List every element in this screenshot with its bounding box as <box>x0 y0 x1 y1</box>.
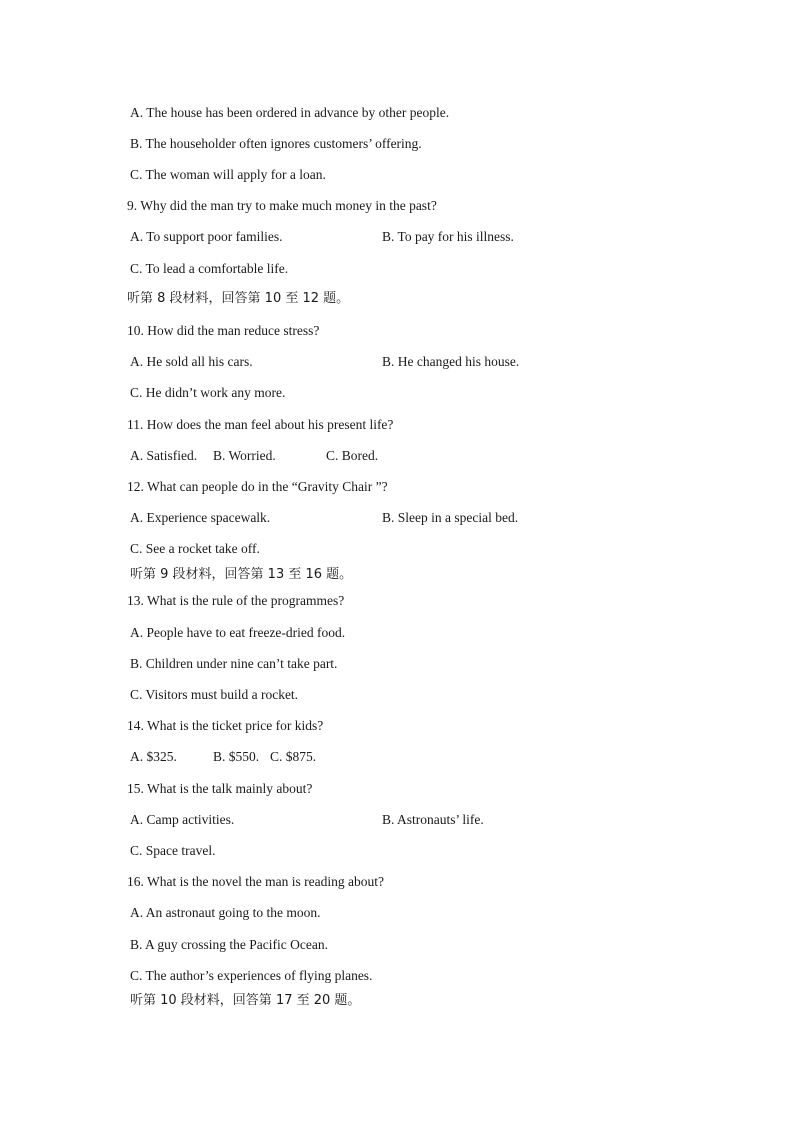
q12-question: 12. What can people do in the “Gravity Chair ”? <box>127 479 388 494</box>
q8-option-b: B. The householder often ignores customers’ offering. <box>130 136 422 151</box>
q8-option-a: A. The house has been ordered in advance by other people. <box>130 105 450 120</box>
q15-question: 15. What is the talk mainly about? <box>127 781 313 796</box>
q9-option-b: B. To pay for his illness. <box>382 229 514 244</box>
q16-option-a: A. An astronaut going to the moon. <box>130 905 321 920</box>
q15-option-a: A. Camp activities. <box>130 812 235 827</box>
q13-option-b: B. Children under nine can’t take part. <box>130 656 338 671</box>
q10-question: 10. How did the man reduce stress? <box>127 323 320 338</box>
section-8-heading: 听第 8 段材料，回答第 10 至 12 题。 <box>127 291 350 306</box>
section-9-heading: 听第 9 段材料，回答第 13 至 16 题。 <box>130 567 353 582</box>
q10-option-c: C. He didn’t work any more. <box>130 385 286 400</box>
q16-option-b: B. A guy crossing the Pacific Ocean. <box>130 937 328 952</box>
q11-question: 11. How does the man feel about his present life? <box>127 417 394 432</box>
q14-question: 14. What is the ticket price for kids? <box>127 718 324 733</box>
q12-option-c: C. See a rocket take off. <box>130 541 260 556</box>
q13-question: 13. What is the rule of the programmes? <box>127 593 345 608</box>
q9-option-c: C. To lead a comfortable life. <box>130 261 289 276</box>
q14-option-b: B. $550. <box>213 749 260 764</box>
q12-option-b: B. Sleep in a special bed. <box>382 510 519 525</box>
q13-option-a: A. People have to eat freeze-dried food. <box>130 625 346 640</box>
q8-option-c: C. The woman will apply for a loan. <box>130 167 326 182</box>
q16-question: 16. What is the novel the man is reading about? <box>127 874 384 889</box>
q11-option-a: A. Satisfied. <box>130 448 198 463</box>
q11-option-c: C. Bored. <box>326 448 379 463</box>
q9-option-a: A. To support poor families. <box>130 229 283 244</box>
q10-option-a: A. He sold all his cars. <box>130 354 253 369</box>
q15-option-b: B. Astronauts’ life. <box>382 812 484 827</box>
q12-option-a: A. Experience spacewalk. <box>130 510 271 525</box>
section-10-heading: 听第 10 段材料，回答第 17 至 20 题。 <box>130 993 361 1008</box>
q15-option-c: C. Space travel. <box>130 843 216 858</box>
q11-option-b: B. Worried. <box>213 448 276 463</box>
q9-question: 9. Why did the man try to make much money in the past? <box>127 198 437 213</box>
q13-option-c: C. Visitors must build a rocket. <box>130 687 299 702</box>
q14-option-a: A. $325. <box>130 749 177 764</box>
q16-option-c: C. The author’s experiences of flying planes. <box>130 968 373 983</box>
q14-option-c: C. $875. <box>270 749 317 764</box>
q10-option-b: B. He changed his house. <box>382 354 520 369</box>
